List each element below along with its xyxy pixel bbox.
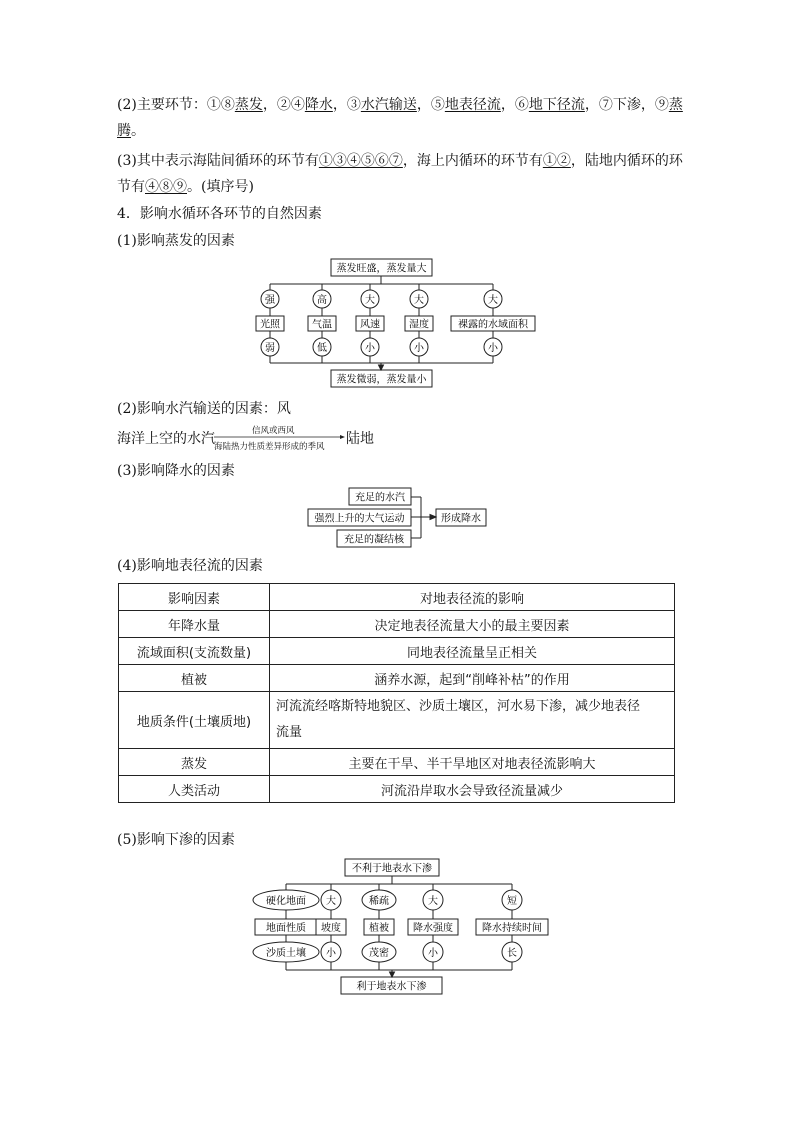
- evap-factor-label: 气温: [312, 319, 332, 331]
- evap-low-text: 低: [317, 343, 327, 354]
- evap-top-text: 蒸发旺盛，蒸发量大: [336, 263, 427, 275]
- evaporation-heading: (1)影响蒸发的因素: [117, 233, 235, 249]
- vapor-transport-over: 信风或西风: [252, 426, 295, 436]
- infil-unfavorable-text: 大: [326, 896, 336, 907]
- table-cell-effect: 河流沿岸取水会导致径流量减少: [270, 776, 675, 803]
- cycle-paragraph: (3)其中表示海陆间循环的环节有①③④⑤⑥⑦，海上内循环的环节有①②，陆地内循环的环: [117, 153, 683, 169]
- table-cell-factor: 蒸发: [119, 749, 270, 776]
- table-cell-factor: 年降水量: [119, 611, 270, 638]
- answer-underground-runoff: 地下径流: [528, 97, 585, 113]
- table-cell-factor: 植被: [119, 665, 270, 692]
- infil-favorable-text: 小: [326, 948, 336, 959]
- infil-top-text: 不利于地表水下渗: [352, 863, 432, 875]
- precipitation-heading: (3)影响降水的因素: [117, 463, 235, 479]
- infil-favorable-text: 茂密: [369, 948, 389, 959]
- table-cell-effect: 主要在干旱、半干旱地区对地表径流影响大: [270, 749, 675, 776]
- table-cell-effect: 河流流经喀斯特地貌区、沙质土壤区，河水易下渗，减少地表径 流量: [270, 692, 675, 749]
- evap-high-text: 大: [414, 295, 424, 306]
- evap-factor-label: 湿度: [409, 319, 429, 331]
- evap-bottom-text: 蒸发微弱，蒸发量小: [336, 374, 427, 386]
- table-cell-effect: 决定地表径流量大小的最主要因素: [270, 611, 675, 638]
- answer-precipitation: 降水: [304, 97, 333, 113]
- runoff-heading: (4)影响地表径流的因素: [117, 558, 263, 574]
- main-links-paragraph: (2)主要环节：①⑧蒸发，②④降水，③水汽输送，⑤地表径流，⑥地下径流，⑦下渗，⑨蒸: [117, 97, 683, 113]
- table-cell-factor: 地质条件(土壤质地): [119, 692, 270, 749]
- table-header-cell: 影响因素: [119, 584, 270, 611]
- evap-high-text: 强: [265, 295, 275, 306]
- infil-favorable-text: 沙质土壤: [266, 948, 306, 959]
- vapor-transport-under: 海陆热力性质差异形成的季风: [214, 442, 325, 452]
- answer-sea-land-cycle: ①③④⑤⑥⑦: [318, 153, 403, 169]
- vapor-transport-right: 陆地: [346, 431, 374, 447]
- answer-surface-runoff: 地表径流: [444, 97, 501, 113]
- vapor-transport-heading: (2)影响水汽输送的因素：风: [117, 401, 291, 417]
- answer-vapor-transport: 水汽输送: [360, 97, 417, 113]
- answer-transpiration-2: 腾: [117, 123, 131, 139]
- infil-unfavorable-text: 短: [507, 896, 517, 907]
- answer-land-cycle: ④⑧⑨: [145, 179, 187, 195]
- precip-input-2-text: 强烈上升的大气运动: [314, 513, 405, 525]
- evap-high-text: 大: [488, 295, 498, 306]
- infil-favorable-text: 小: [428, 948, 438, 959]
- infil-factor-label: 地面性质: [266, 923, 306, 934]
- main-links-paragraph-cont: 腾。: [117, 123, 145, 139]
- section-heading-4: 4．影响水循环各环节的自然因素: [117, 206, 322, 222]
- infil-unfavorable-text: 稀疏: [369, 896, 389, 907]
- infil-unfavorable-text: 硬化地面: [266, 896, 306, 907]
- infil-factor-label: 降水强度: [413, 923, 453, 934]
- evap-factor-label: 风速: [360, 319, 380, 331]
- table-cell-effect: 涵养水源，起到“削峰补枯”的作用: [270, 665, 675, 692]
- vapor-transport-left: 海洋上空的水汽: [117, 431, 215, 447]
- table-header-cell: 对地表径流的影响: [270, 584, 675, 611]
- table-cell-effect: 同地表径流量呈正相关: [270, 638, 675, 665]
- infil-factor-label: 植被: [369, 923, 389, 934]
- cycle-paragraph-cont: 节有④⑧⑨。(填序号): [117, 179, 254, 195]
- evap-low-text: 小: [414, 343, 424, 354]
- evap-high-text: 高: [317, 295, 327, 306]
- infil-bottom-text: 利于地表水下渗: [356, 981, 427, 993]
- infil-favorable-text: 长: [507, 948, 517, 959]
- answer-sea-cycle: ①②: [542, 153, 571, 169]
- precip-input-3-text: 充足的凝结核: [344, 534, 404, 546]
- answer-evaporation: 蒸发: [234, 97, 263, 113]
- evap-low-text: 小: [488, 343, 498, 354]
- table-cell-factor: 人类活动: [119, 776, 270, 803]
- evap-high-text: 大: [365, 295, 375, 306]
- infiltration-heading: (5)影响下渗的因素: [117, 832, 235, 848]
- evap-factor-label: 光照: [260, 319, 280, 331]
- infil-factor-label: 坡度: [321, 923, 341, 934]
- evap-factor-label: 裸露的水域面积: [458, 319, 528, 331]
- precip-result-text: 形成降水: [441, 513, 481, 525]
- evap-low-text: 弱: [265, 343, 275, 354]
- infil-unfavorable-text: 大: [428, 896, 438, 907]
- precip-input-1-text: 充足的水汽: [355, 492, 405, 504]
- evap-low-text: 小: [365, 343, 375, 354]
- answer-transpiration-1: 蒸: [668, 97, 683, 113]
- infil-factor-label: 降水持续时间: [482, 923, 542, 934]
- table-cell-factor: 流域面积(支流数量): [119, 638, 270, 665]
